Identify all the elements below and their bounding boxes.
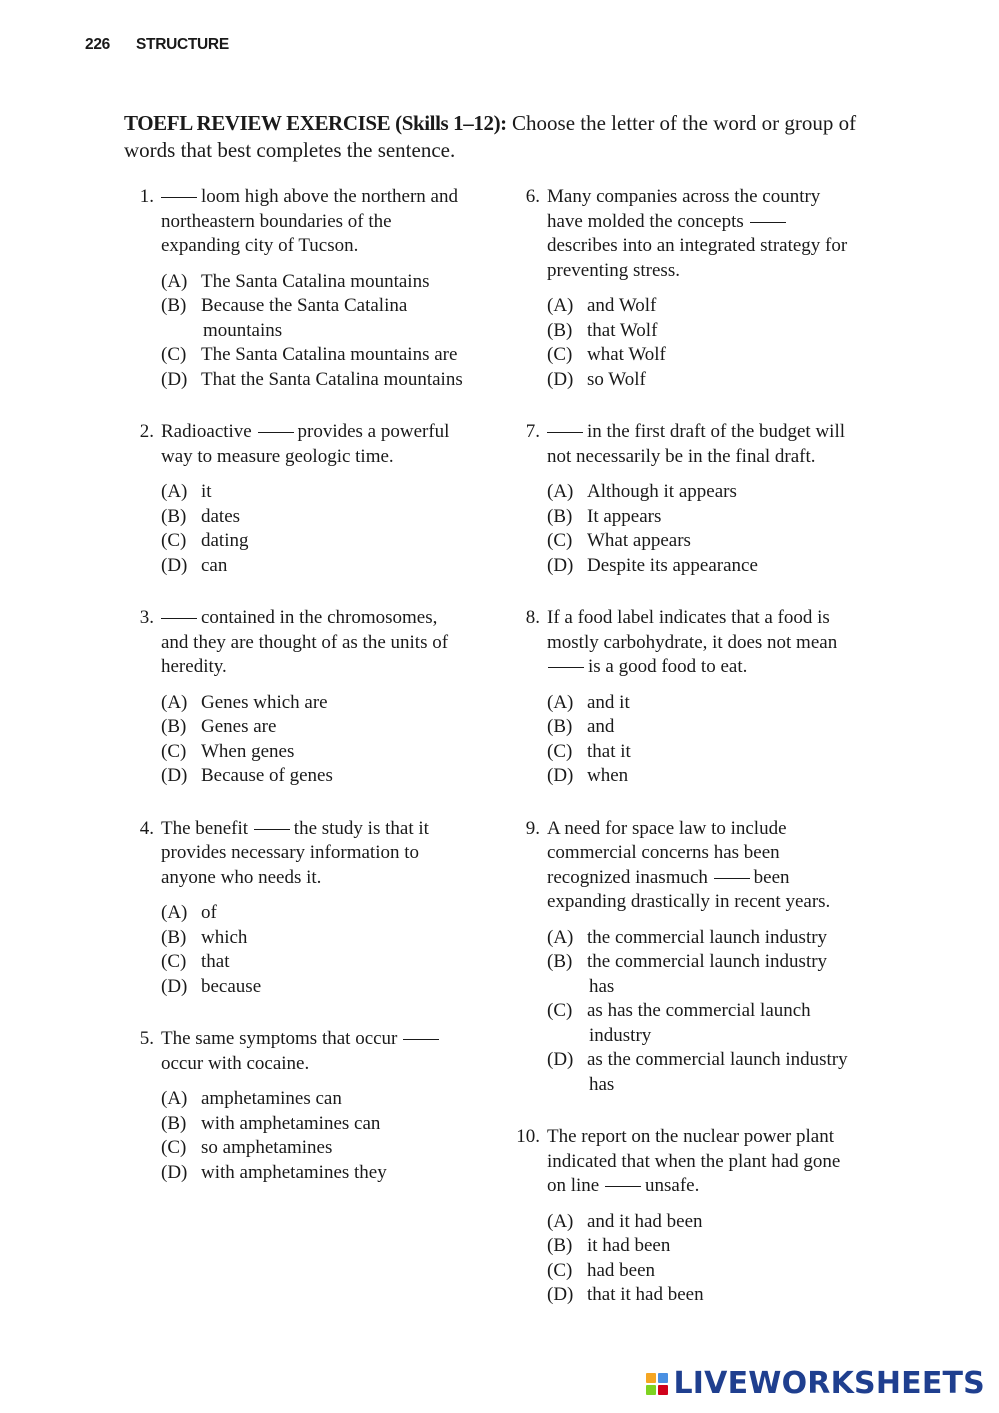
- choice-letter: (C): [161, 740, 187, 762]
- choice-letter: (A): [161, 691, 188, 713]
- choice-letter: (A): [547, 1210, 574, 1232]
- choice-text: the commercial launch industry has: [587, 951, 828, 997]
- choice-text: It appears: [587, 505, 662, 527]
- stem-text-after: been expanding drastically in recent years.: [547, 866, 831, 912]
- choice-text: When genes: [201, 740, 295, 762]
- answer-choices: [161, 270, 469, 393]
- question-number: 8 .: [510, 606, 540, 631]
- choice-text: and Wolf: [587, 295, 657, 316]
- answer-choice: [161, 764, 469, 789]
- question-number: 5 .: [124, 1027, 154, 1052]
- question-stem: [547, 420, 855, 469]
- choice-letter: (D): [161, 368, 188, 390]
- answer-choice: [547, 1048, 855, 1097]
- question-number: 10 .: [510, 1125, 540, 1150]
- answer-choice: [547, 529, 855, 554]
- question-9: [510, 817, 855, 1098]
- answer-choice: [161, 950, 469, 975]
- choice-letter: (C): [161, 344, 187, 365]
- choice-text: it had been: [587, 1235, 671, 1256]
- choice-letter: (C): [161, 1137, 187, 1158]
- question-stem: [161, 420, 469, 469]
- choice-text: had been: [587, 1259, 656, 1281]
- answer-choice: [547, 764, 855, 789]
- choice-letter: (B): [547, 319, 573, 341]
- answer-choice: [547, 368, 855, 393]
- choice-text: Although it appears: [587, 481, 737, 502]
- choice-letter: (B): [161, 295, 187, 316]
- choice-text: when: [587, 765, 629, 786]
- question-stem: [161, 606, 469, 680]
- stem-text-after: unsafe.: [645, 1175, 700, 1196]
- answer-choice: [161, 505, 469, 530]
- choice-letter: (A): [161, 481, 188, 502]
- choice-text: it: [201, 481, 212, 502]
- answer-choices: [161, 691, 469, 789]
- answer-choice: [161, 691, 469, 716]
- answer-choice: [161, 529, 469, 554]
- choice-letter: (C): [547, 344, 573, 365]
- instructions-text: Choose the letter of the word or group of words that best completes the sentence.: [124, 111, 857, 162]
- choice-text: because: [201, 975, 262, 997]
- question-2: [124, 420, 469, 578]
- question-10: [510, 1125, 855, 1308]
- choice-letter: (C): [547, 530, 573, 551]
- answer-choice: [161, 270, 469, 295]
- answer-blank: [161, 197, 197, 198]
- question-number: 2 .: [124, 420, 154, 445]
- choice-text: the commercial launch industry: [587, 926, 828, 948]
- question-number: 3 .: [124, 606, 154, 631]
- choice-letter: (C): [547, 1000, 573, 1021]
- answer-choice: [161, 343, 469, 368]
- question-stem: [161, 1027, 469, 1076]
- answer-blank: [403, 1039, 439, 1040]
- stem-text-before: The benefit: [161, 817, 249, 839]
- choice-text: Because of genes: [201, 765, 333, 786]
- question-stem: [547, 606, 855, 680]
- question-number: 4 .: [124, 817, 154, 842]
- answer-choice: [161, 1087, 469, 1112]
- question-stem: [547, 1125, 855, 1199]
- choice-text: can: [201, 554, 228, 576]
- choice-text: that it: [587, 740, 631, 762]
- answer-choice: [547, 691, 855, 716]
- choice-letter: (B): [547, 951, 573, 972]
- question-column-right: [510, 185, 855, 1336]
- choice-letter: (D): [547, 765, 574, 786]
- answer-blank: [161, 618, 197, 619]
- question-8: [510, 606, 855, 789]
- stem-text-after: provides a powerful way to measure geologic time.: [161, 421, 450, 467]
- answer-choice: [547, 480, 855, 505]
- choice-text: that: [201, 951, 230, 972]
- page-number: 226: [85, 36, 110, 53]
- answer-blank: [605, 1186, 641, 1187]
- answer-blank: [254, 829, 290, 830]
- answer-choices: [161, 1087, 469, 1185]
- stem-text-after: the study is that it provides necessary information to anyone who needs it.: [161, 817, 429, 888]
- choice-letter: (D): [161, 765, 188, 786]
- choice-letter: (A): [161, 1088, 188, 1109]
- answer-choices: [547, 1210, 855, 1308]
- answer-choice: [547, 294, 855, 319]
- choice-text: Genes are: [201, 716, 277, 737]
- answer-choice: [547, 1210, 855, 1235]
- choice-letter: (D): [547, 1284, 574, 1305]
- answer-choice: [161, 975, 469, 1000]
- answer-choice: [547, 740, 855, 765]
- question-1: [124, 185, 469, 392]
- answer-blank: [750, 222, 786, 223]
- choice-letter: (A): [161, 902, 188, 923]
- answer-choice: [547, 343, 855, 368]
- choice-letter: (C): [161, 951, 187, 972]
- choice-letter: (C): [547, 1259, 573, 1281]
- choice-text: as has the commercial launch industry: [587, 1000, 811, 1046]
- choice-text: what Wolf: [587, 344, 666, 365]
- choice-letter: (A): [547, 926, 574, 948]
- question-7: [510, 420, 855, 578]
- choice-letter: (B): [161, 926, 187, 948]
- choice-text: Because the Santa Catalina mountains: [201, 295, 408, 341]
- choice-letter: (D): [161, 554, 188, 576]
- choice-letter: (B): [547, 1235, 573, 1256]
- choice-text: What appears: [587, 530, 691, 551]
- choice-letter: (B): [547, 716, 573, 737]
- answer-choices: [161, 480, 469, 578]
- choice-letter: (D): [161, 1161, 188, 1183]
- choice-text: that it had been: [587, 1284, 704, 1305]
- stem-text-before: A need for space law to include commercial concerns has been recognized inasmuch: [547, 817, 787, 888]
- question-stem: [161, 817, 469, 891]
- answer-choice: [547, 1283, 855, 1308]
- exercise-instructions: [124, 110, 864, 164]
- answer-blank: [258, 432, 294, 433]
- choice-letter: (A): [547, 481, 574, 502]
- question-column-left: [124, 185, 469, 1213]
- choice-text: That the Santa Catalina mountains: [201, 368, 463, 390]
- question-stem: [161, 185, 469, 259]
- choice-text: so Wolf: [587, 368, 646, 390]
- stem-text-after: describes into an integrated strategy for preventing stress.: [547, 235, 848, 281]
- stem-text-before: Many companies across the country have molded the concepts: [547, 186, 821, 232]
- stem-text-after: loom high above the northern and northeastern boundaries of the expanding city of Tucson.: [161, 186, 458, 256]
- choice-letter: (D): [161, 975, 188, 997]
- choice-text: which: [201, 926, 248, 948]
- logo-square: [658, 1385, 668, 1395]
- question-stem: [547, 817, 855, 915]
- answer-choice: [161, 926, 469, 951]
- answer-choice: [547, 319, 855, 344]
- liveworksheets-logo: [646, 1366, 985, 1401]
- question-number: 6 .: [510, 185, 540, 210]
- answer-choice: [161, 294, 469, 343]
- logo-square: [646, 1373, 656, 1383]
- answer-blank: [547, 432, 583, 433]
- question-5: [124, 1027, 469, 1185]
- answer-choice: [161, 368, 469, 393]
- answer-choice: [161, 1112, 469, 1137]
- answer-choice: [161, 1136, 469, 1161]
- choice-text: amphetamines can: [201, 1088, 342, 1109]
- question-number: 1 .: [124, 185, 154, 210]
- answer-choice: [547, 926, 855, 951]
- choice-text: and it: [587, 691, 630, 713]
- question-6: [510, 185, 855, 392]
- choice-text: of: [201, 902, 217, 923]
- choice-letter: (B): [547, 505, 573, 527]
- answer-choice: [547, 554, 855, 579]
- choice-letter: (B): [161, 505, 187, 527]
- logo-square: [646, 1385, 656, 1395]
- stem-text-before: The report on the nuclear power plant indicated that when the plant had gone on line: [547, 1126, 841, 1196]
- stem-text-after: is a good food to eat.: [588, 656, 748, 677]
- answer-choice: [547, 999, 855, 1048]
- question-3: [124, 606, 469, 789]
- answer-choice: [161, 480, 469, 505]
- answer-choice: [547, 1234, 855, 1259]
- choice-text: with amphetamines they: [201, 1161, 387, 1183]
- choice-letter: (D): [547, 554, 574, 576]
- choice-text: The Santa Catalina mountains: [201, 270, 430, 292]
- answer-choice: [161, 901, 469, 926]
- choice-text: and it had been: [587, 1210, 703, 1232]
- choice-letter: (D): [547, 1049, 574, 1070]
- page-header: [85, 36, 229, 54]
- logo-text: LIVEWORKSHEETS: [673, 1366, 985, 1401]
- question-number: 7 .: [510, 420, 540, 445]
- choice-letter: (C): [161, 530, 187, 551]
- answer-choice: [547, 715, 855, 740]
- answer-choice: [547, 950, 855, 999]
- answer-choices: [547, 480, 855, 578]
- logo-mark-icon: [646, 1373, 668, 1395]
- stem-text-before: The same symptoms that occur: [161, 1028, 398, 1049]
- choice-letter: (B): [161, 716, 187, 737]
- question-stem: [547, 185, 855, 283]
- choice-text: as the commercial launch industry has: [587, 1049, 848, 1095]
- answer-choices: [547, 926, 855, 1098]
- stem-text-after: contained in the chromosomes, and they are thought of as the units of heredity.: [161, 607, 449, 677]
- choice-text: Despite its appearance: [587, 554, 758, 576]
- answer-choice: [161, 715, 469, 740]
- choice-text: The Santa Catalina mountains are: [201, 344, 458, 365]
- question-number: 9 .: [510, 817, 540, 842]
- answer-blank: [548, 667, 584, 668]
- choice-letter: (A): [547, 691, 574, 713]
- answer-choices: [161, 901, 469, 999]
- choice-letter: (B): [161, 1112, 187, 1134]
- choice-letter: (C): [547, 740, 573, 762]
- answer-choice: [161, 554, 469, 579]
- logo-square: [658, 1373, 668, 1383]
- section-title: STRUCTURE: [135, 36, 229, 53]
- answer-choice: [161, 740, 469, 765]
- answer-choice: [161, 1161, 469, 1186]
- choice-text: with amphetamines can: [201, 1112, 381, 1134]
- choice-text: Genes which are: [201, 691, 328, 713]
- answer-choice: [547, 505, 855, 530]
- choice-text: dating: [201, 530, 249, 551]
- answer-choice: [547, 1259, 855, 1284]
- choice-text: and: [587, 716, 615, 737]
- choice-text: dates: [201, 505, 241, 527]
- question-4: [124, 817, 469, 1000]
- answer-blank: [714, 878, 750, 879]
- choice-letter: (A): [161, 270, 188, 292]
- choice-letter: (A): [547, 295, 574, 316]
- choice-text: so amphetamines: [201, 1137, 333, 1158]
- exercise-title: TOEFL REVIEW EXERCISE (Skills 1–12):: [124, 111, 507, 135]
- answer-choices: [547, 691, 855, 789]
- choice-letter: (D): [547, 368, 574, 390]
- choice-text: that Wolf: [587, 319, 658, 341]
- answer-choices: [547, 294, 855, 392]
- stem-text-after: occur with cocaine.: [161, 1052, 310, 1074]
- stem-text-before: If a food label indicates that a food is mostly carbohydrate, it does not mean: [547, 607, 838, 653]
- stem-text-before: Radioactive: [161, 421, 252, 442]
- stem-text-after: in the first draft of the budget will not necessarily be in the final draft.: [547, 421, 846, 467]
